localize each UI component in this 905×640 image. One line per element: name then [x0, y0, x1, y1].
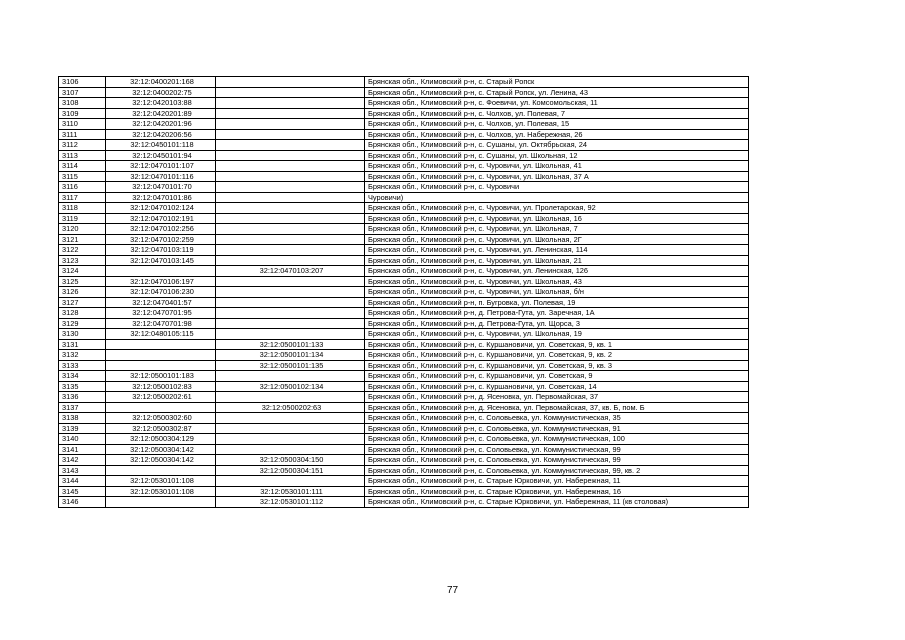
- row-number-cell: 3145: [59, 486, 106, 497]
- cadastral-number-cell: 32:12:0470101:86: [106, 192, 216, 203]
- address-cell: Брянская обл., Климовский р-н, д. Ясеновка, ул. Первомайская, 37, кв. Б, пом. Б: [365, 402, 749, 413]
- address-cell: Брянская обл., Климовский р-н, с. Старые Юрковичи, ул. Набережная, 11: [365, 476, 749, 487]
- row-number-cell: 3129: [59, 318, 106, 329]
- related-cadastral-number-cell: 32:12:0500102:134: [216, 381, 365, 392]
- table-row: [59, 161, 749, 172]
- cadastral-number-cell: 32:12:0500304:142: [106, 455, 216, 466]
- table-row: [59, 129, 749, 140]
- address-cell: Брянская обл., Климовский р-н, с. Соловьевка, ул. Коммунистическая, 99, кв. 2: [365, 465, 749, 476]
- related-cadastral-number-cell: [216, 119, 365, 130]
- row-number-cell: 3133: [59, 360, 106, 371]
- table-row: [59, 392, 749, 403]
- row-number-cell: 3132: [59, 350, 106, 361]
- related-cadastral-number-cell: [216, 329, 365, 340]
- cadastral-number-cell: 32:12:0420201:89: [106, 108, 216, 119]
- cadastral-number-cell: 32:12:0470106:230: [106, 287, 216, 298]
- cadastral-number-cell: 32:12:0470103:145: [106, 255, 216, 266]
- address-cell: Брянская обл., Климовский р-н, с. Чуровичи, ул. Школьная, 21: [365, 255, 749, 266]
- related-cadastral-number-cell: [216, 476, 365, 487]
- table-row: [59, 234, 749, 245]
- address-cell: Брянская обл., Климовский р-н, с. Соловьевка, ул. Коммунистическая, 35: [365, 413, 749, 424]
- table-row: [59, 108, 749, 119]
- cadastral-number-cell: 32:12:0420206:56: [106, 129, 216, 140]
- table-row: [59, 182, 749, 193]
- address-cell: Брянская обл., Климовский р-н, д. Ясеновка, ул. Первомайская, 37: [365, 392, 749, 403]
- row-number-cell: 3136: [59, 392, 106, 403]
- cadastral-number-cell: 32:12:0500101:183: [106, 371, 216, 382]
- related-cadastral-number-cell: [216, 413, 365, 424]
- table-row: [59, 150, 749, 161]
- address-cell: Брянская обл., Климовский р-н, с. Чуровичи: [365, 182, 749, 193]
- table-row: [59, 140, 749, 151]
- address-cell: Брянская обл., Климовский р-н, с. Куршановичи, ул. Советская, 9: [365, 371, 749, 382]
- related-cadastral-number-cell: [216, 213, 365, 224]
- address-cell: Брянская обл., Климовский р-н, с. Чуровичи, ул. Школьная, б/н: [365, 287, 749, 298]
- cadastral-number-cell: 32:12:0470106:197: [106, 276, 216, 287]
- row-number-cell: 3143: [59, 465, 106, 476]
- table-row: [59, 171, 749, 182]
- table-row: [59, 287, 749, 298]
- cadastral-number-cell: 32:12:0420103:88: [106, 98, 216, 109]
- address-cell: Брянская обл., Климовский р-н, с. Чуровичи, ул. Школьная, 19: [365, 329, 749, 340]
- address-cell: Брянская обл., Климовский р-н, с. Чолхов, ул. Полевая, 15: [365, 119, 749, 130]
- table-row: [59, 381, 749, 392]
- table-row: [59, 87, 749, 98]
- table-row: [59, 308, 749, 319]
- cadastral-number-cell: 32:12:0470101:116: [106, 171, 216, 182]
- address-cell: Брянская обл., Климовский р-н, с. Чуровичи, ул. Ленинская, 126: [365, 266, 749, 277]
- cadastral-number-cell: [106, 465, 216, 476]
- cadastral-number-cell: 32:12:0470101:70: [106, 182, 216, 193]
- table-row: [59, 213, 749, 224]
- row-number-cell: 3121: [59, 234, 106, 245]
- related-cadastral-number-cell: 32:12:0500304:151: [216, 465, 365, 476]
- table-row: [59, 413, 749, 424]
- cadastral-number-cell: 32:12:0470401:57: [106, 297, 216, 308]
- row-number-cell: 3123: [59, 255, 106, 266]
- related-cadastral-number-cell: [216, 318, 365, 329]
- address-cell: Брянская обл., Климовский р-н, с. Куршановичи, ул. Советская, 9, кв. 3: [365, 360, 749, 371]
- address-cell: Брянская обл., Климовский р-н, с. Чолхов, ул. Набережная, 26: [365, 129, 749, 140]
- table-row: [59, 497, 749, 508]
- related-cadastral-number-cell: [216, 276, 365, 287]
- cadastral-number-cell: 32:12:0400202:75: [106, 87, 216, 98]
- cadastral-number-cell: [106, 497, 216, 508]
- related-cadastral-number-cell: [216, 308, 365, 319]
- address-cell: Брянская обл., Климовский р-н, с. Чуровичи, ул. Пролетарская, 92: [365, 203, 749, 214]
- related-cadastral-number-cell: [216, 98, 365, 109]
- related-cadastral-number-cell: 32:12:0530101:112: [216, 497, 365, 508]
- table-row: [59, 350, 749, 361]
- related-cadastral-number-cell: 32:12:0500101:133: [216, 339, 365, 350]
- cadastral-number-cell: 32:12:0500304:129: [106, 434, 216, 445]
- cadastral-number-cell: 32:12:0470101:107: [106, 161, 216, 172]
- row-number-cell: 3117: [59, 192, 106, 203]
- table-row: [59, 339, 749, 350]
- row-number-cell: 3127: [59, 297, 106, 308]
- table-body: [59, 77, 749, 508]
- address-cell: Брянская обл., Климовский р-н, с. Соловьевка, ул. Коммунистическая, 100: [365, 434, 749, 445]
- table-row: [59, 119, 749, 130]
- cadastral-number-cell: 32:12:0470102:259: [106, 234, 216, 245]
- row-number-cell: 3130: [59, 329, 106, 340]
- related-cadastral-number-cell: 32:12:0500202:63: [216, 402, 365, 413]
- table-row: [59, 203, 749, 214]
- address-cell: Брянская обл., Климовский р-н, с. Старый Ропск, ул. Ленина, 43: [365, 87, 749, 98]
- cadastral-number-cell: 32:12:0500304:142: [106, 444, 216, 455]
- cadastral-number-cell: 32:12:0500302:60: [106, 413, 216, 424]
- related-cadastral-number-cell: [216, 108, 365, 119]
- related-cadastral-number-cell: [216, 255, 365, 266]
- related-cadastral-number-cell: [216, 423, 365, 434]
- address-cell: Брянская обл., Климовский р-н, с. Чолхов, ул. Полевая, 7: [365, 108, 749, 119]
- cadastral-number-cell: 32:12:0450101:118: [106, 140, 216, 151]
- address-cell: Брянская обл., Климовский р-н, д. Петрова-Гута, ул. Заречная, 1А: [365, 308, 749, 319]
- row-number-cell: 3109: [59, 108, 106, 119]
- cadastral-number-cell: 32:12:0500302:87: [106, 423, 216, 434]
- related-cadastral-number-cell: [216, 129, 365, 140]
- related-cadastral-number-cell: [216, 140, 365, 151]
- row-number-cell: 3122: [59, 245, 106, 256]
- address-cell: Брянская обл., Климовский р-н, с. Соловьевка, ул. Коммунистическая, 99: [365, 444, 749, 455]
- address-cell: Чуровичи): [365, 192, 749, 203]
- table-row: [59, 465, 749, 476]
- row-number-cell: 3124: [59, 266, 106, 277]
- row-number-cell: 3142: [59, 455, 106, 466]
- cadastral-number-cell: [106, 339, 216, 350]
- related-cadastral-number-cell: 32:12:0500101:134: [216, 350, 365, 361]
- row-number-cell: 3107: [59, 87, 106, 98]
- address-cell: Брянская обл., Климовский р-н, п. Бугровка, ул. Полевая, 19: [365, 297, 749, 308]
- cadastral-number-cell: 32:12:0450101:94: [106, 150, 216, 161]
- related-cadastral-number-cell: [216, 392, 365, 403]
- row-number-cell: 3118: [59, 203, 106, 214]
- table-row: [59, 276, 749, 287]
- address-cell: Брянская обл., Климовский р-н, с. Старый Ропск: [365, 77, 749, 88]
- row-number-cell: 3113: [59, 150, 106, 161]
- row-number-cell: 3114: [59, 161, 106, 172]
- related-cadastral-number-cell: [216, 444, 365, 455]
- related-cadastral-number-cell: [216, 203, 365, 214]
- related-cadastral-number-cell: [216, 171, 365, 182]
- row-number-cell: 3116: [59, 182, 106, 193]
- table-row: [59, 245, 749, 256]
- table-row: [59, 371, 749, 382]
- cadastral-number-cell: 32:12:0530101:108: [106, 486, 216, 497]
- address-cell: Брянская обл., Климовский р-н, с. Соловьевка, ул. Коммунистическая, 99: [365, 455, 749, 466]
- address-cell: Брянская обл., Климовский р-н, с. Чуровичи, ул. Ленинская, 114: [365, 245, 749, 256]
- table-row: [59, 297, 749, 308]
- row-number-cell: 3119: [59, 213, 106, 224]
- table-row: [59, 255, 749, 266]
- cadastral-number-cell: 32:12:0470701:95: [106, 308, 216, 319]
- address-cell: Брянская обл., Климовский р-н, с. Чуровичи, ул. Школьная, 2Г: [365, 234, 749, 245]
- related-cadastral-number-cell: [216, 245, 365, 256]
- page-number: 77: [446, 585, 459, 596]
- related-cadastral-number-cell: [216, 224, 365, 235]
- related-cadastral-number-cell: [216, 161, 365, 172]
- table-row: [59, 423, 749, 434]
- table-row: [59, 486, 749, 497]
- row-number-cell: 3126: [59, 287, 106, 298]
- table-row: [59, 192, 749, 203]
- table-row: [59, 444, 749, 455]
- cadastral-number-cell: 32:12:0500202:61: [106, 392, 216, 403]
- address-cell: Брянская обл., Климовский р-н, с. Сушаны, ул. Школьная, 12: [365, 150, 749, 161]
- row-number-cell: 3125: [59, 276, 106, 287]
- table-row: [59, 77, 749, 88]
- related-cadastral-number-cell: [216, 182, 365, 193]
- row-number-cell: 3108: [59, 98, 106, 109]
- address-cell: Брянская обл., Климовский р-н, с. Фоевичи, ул. Комсомольская, 11: [365, 98, 749, 109]
- table-row: [59, 455, 749, 466]
- related-cadastral-number-cell: [216, 287, 365, 298]
- cadastral-number-cell: 32:12:0470102:191: [106, 213, 216, 224]
- row-number-cell: 3137: [59, 402, 106, 413]
- row-number-cell: 3112: [59, 140, 106, 151]
- address-cell: Брянская обл., Климовский р-н, с. Сушаны, ул. Октябрьская, 24: [365, 140, 749, 151]
- cadastral-number-cell: 32:12:0470103:119: [106, 245, 216, 256]
- address-cell: Брянская обл., Климовский р-н, с. Старые Юрковичи, ул. Набережная, 11 (кв столовая): [365, 497, 749, 508]
- related-cadastral-number-cell: [216, 150, 365, 161]
- table-row: [59, 476, 749, 487]
- related-cadastral-number-cell: [216, 87, 365, 98]
- related-cadastral-number-cell: [216, 297, 365, 308]
- row-number-cell: 3110: [59, 119, 106, 130]
- related-cadastral-number-cell: [216, 77, 365, 88]
- table-row: [59, 402, 749, 413]
- table-row: [59, 329, 749, 340]
- related-cadastral-number-cell: 32:12:0530101:111: [216, 486, 365, 497]
- cadastral-number-cell: [106, 360, 216, 371]
- property-table: [58, 76, 749, 508]
- related-cadastral-number-cell: 32:12:0500304:150: [216, 455, 365, 466]
- table-row: [59, 98, 749, 109]
- cadastral-number-cell: 32:12:0530101:108: [106, 476, 216, 487]
- address-cell: Брянская обл., Климовский р-н, с. Чуровичи, ул. Школьная, 37 А: [365, 171, 749, 182]
- table-row: [59, 224, 749, 235]
- row-number-cell: 3139: [59, 423, 106, 434]
- cadastral-number-cell: 32:12:0420201:96: [106, 119, 216, 130]
- table-row: [59, 360, 749, 371]
- row-number-cell: 3135: [59, 381, 106, 392]
- related-cadastral-number-cell: [216, 234, 365, 245]
- address-cell: Брянская обл., Климовский р-н, с. Чуровичи, ул. Школьная, 16: [365, 213, 749, 224]
- row-number-cell: 3115: [59, 171, 106, 182]
- row-number-cell: 3146: [59, 497, 106, 508]
- related-cadastral-number-cell: [216, 192, 365, 203]
- table-row: [59, 318, 749, 329]
- row-number-cell: 3128: [59, 308, 106, 319]
- address-cell: Брянская обл., Климовский р-н, с. Куршановичи, ул. Советская, 9, кв. 1: [365, 339, 749, 350]
- row-number-cell: 3120: [59, 224, 106, 235]
- related-cadastral-number-cell: [216, 434, 365, 445]
- row-number-cell: 3138: [59, 413, 106, 424]
- address-cell: Брянская обл., Климовский р-н, с. Чуровичи, ул. Школьная, 41: [365, 161, 749, 172]
- row-number-cell: 3141: [59, 444, 106, 455]
- cadastral-number-cell: 32:12:0500102:83: [106, 381, 216, 392]
- address-cell: Брянская обл., Климовский р-н, с. Соловьевка, ул. Коммунистическая, 91: [365, 423, 749, 434]
- cadastral-number-cell: 32:12:0470102:124: [106, 203, 216, 214]
- address-cell: Брянская обл., Климовский р-н, с. Старые Юрковичи, ул. Набережная, 16: [365, 486, 749, 497]
- address-cell: Брянская обл., Климовский р-н, д. Петрова-Гута, ул. Щорса, 3: [365, 318, 749, 329]
- table-row: [59, 434, 749, 445]
- table-row: [59, 266, 749, 277]
- row-number-cell: 3134: [59, 371, 106, 382]
- address-cell: Брянская обл., Климовский р-н, с. Куршановичи, ул. Советская, 9, кв. 2: [365, 350, 749, 361]
- row-number-cell: 3144: [59, 476, 106, 487]
- cadastral-number-cell: 32:12:0470701:98: [106, 318, 216, 329]
- cadastral-number-cell: [106, 350, 216, 361]
- address-cell: Брянская обл., Климовский р-н, с. Чуровичи, ул. Школьная, 43: [365, 276, 749, 287]
- address-cell: Брянская обл., Климовский р-н, с. Куршановичи, ул. Советская, 14: [365, 381, 749, 392]
- row-number-cell: 3106: [59, 77, 106, 88]
- cadastral-number-cell: 32:12:0470102:256: [106, 224, 216, 235]
- row-number-cell: 3140: [59, 434, 106, 445]
- cadastral-number-cell: [106, 402, 216, 413]
- cadastral-number-cell: 32:12:0400201:168: [106, 77, 216, 88]
- address-cell: Брянская обл., Климовский р-н, с. Чуровичи, ул. Школьная, 7: [365, 224, 749, 235]
- cadastral-number-cell: [106, 266, 216, 277]
- row-number-cell: 3111: [59, 129, 106, 140]
- cadastral-number-cell: 32:12:0480105:115: [106, 329, 216, 340]
- related-cadastral-number-cell: [216, 371, 365, 382]
- related-cadastral-number-cell: 32:12:0500101:135: [216, 360, 365, 371]
- related-cadastral-number-cell: 32:12:0470103:207: [216, 266, 365, 277]
- row-number-cell: 3131: [59, 339, 106, 350]
